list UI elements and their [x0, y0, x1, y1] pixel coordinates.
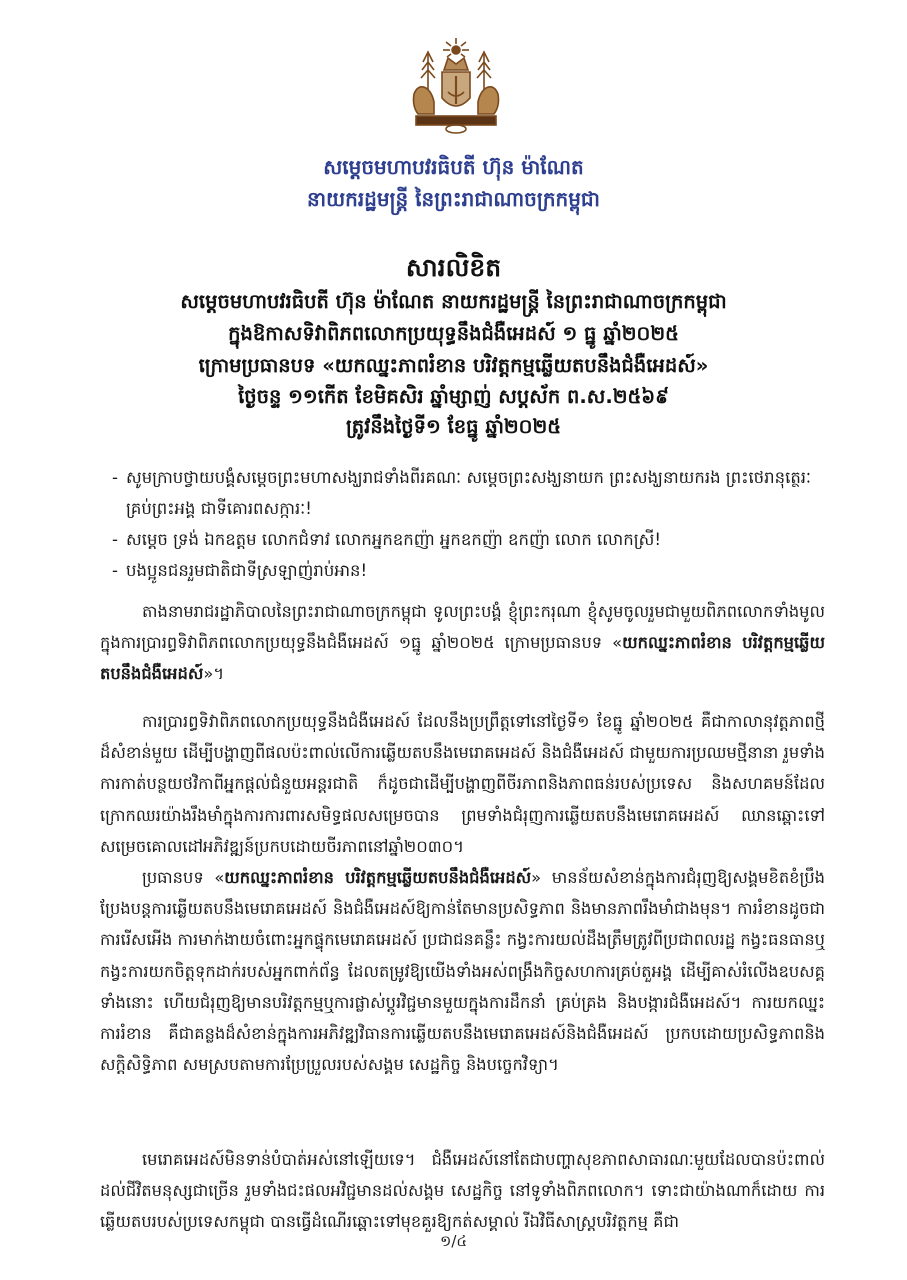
bullet-dash: - — [112, 530, 118, 549]
title-line-lunar-date: ថ្ងៃចន្ទ ១១កើត ខែមិគសិរ ឆ្នាំម្សាញ់ សប្តស័ក ព.ស.២៥៦៩ — [238, 385, 669, 408]
paragraph-2 — [100, 706, 825, 862]
page-number: ១/៤ — [439, 1232, 468, 1250]
greetings-list — [112, 462, 832, 586]
paragraph-text: ការប្រារព្ធទិវាពិភពលោកប្រយុទ្ធនឹងជំងឺអេដស៍ ដែលនឹងប្រព្រឹត្តទៅនៅថ្ងៃទី១ ខែធ្នូ ឆ្នាំ២០២៥ គឺជាកាលានុវត្តភាពថ្មីដ៏សំខាន់មួយ ដើម្បីបង្ហាញពីផលប៉ះពាល់លើការឆ្លើយតបនឹងមេរោគអេដស៍ និងជំងឺអេដស៍ ជាមួយការប្រឈមថ្មីនានា រួមទាំងការកាត់បន្ថយថវិកាពីអ្នកផ្តល់ជំនួយអន្តរជាតិ ក៏ដូចជាដើម្បីបង្ហាញពីចីរភាពនិងភាពធន់របស់ប្រទេស និងសហគមន៍ដែលក្រោកឈរយ៉ាងរឹងមាំក្នុងការការពារសមិទ្ធផលសម្រេចបាន ព្រមទាំងជំរុញការឆ្លើយតបនឹងមេរោគអេដស៍ ឈានឆ្ពោះទៅសម្រេចគោលដៅអភិវឌ្ឍន៍ប្រកបដោយចីរភាពនៅឆ្នាំ២០៣០។ — [100, 712, 825, 856]
greeting-item — [112, 555, 832, 586]
title-line-author: សម្តេចមហាបវរធិបតី ហ៊ុន ម៉ាណែត នាយករដ្ឋមន្ត្រី នៃព្រះរាជាណាចក្រកម្ពុជា — [180, 290, 727, 313]
bullet-dash: - — [112, 468, 118, 487]
title-line-date: ត្រូវនឹងថ្ងៃទី១ ខែធ្នូ ឆ្នាំ២០២៥ — [345, 415, 562, 438]
theme-bold: យកឈ្នះភាពរំខាន បរិវត្តកម្មឆ្លើយតបនឹងជំងឺអេដស៍ — [224, 868, 532, 887]
document-title: សារលិខិត — [405, 253, 502, 282]
theme-bold: យកឈ្នះភាពរំខាន បរិវត្តកម្មឆ្លើយតបនឹងជំងឺអេដស៍ — [100, 633, 825, 684]
sender-title: នាយករដ្ឋមន្ត្រី នៃព្រះរាជាណាចក្រកម្ពុជា — [307, 187, 600, 211]
greeting-text: សូមក្រាបថ្វាយបង្គំសម្តេចព្រះមហាសង្ឃរាជទាំងពីរគណៈ សម្តេចព្រះសង្ឃនាយក ព្រះសង្ឃនាយករង ព្រះថេរានុត្ថេរៈគ្រប់ព្រះអង្គ ជាទីគោរពសក្ការៈ! — [126, 468, 812, 518]
paragraph-text: ប្រធានបទ « — [142, 868, 225, 887]
greeting-text: សម្តេច ទ្រង់ ឯកឧត្តម លោកជំទាវ លោកអ្នកឧកញ៉ា អ្នកឧកញ៉ា ឧកញ៉ា លោក លោកស្រី! — [126, 530, 661, 549]
paragraph-3 — [100, 862, 825, 1080]
sender-name: សម្តេចមហាបវរធិបតី ហ៊ុន ម៉ាណែត — [323, 155, 584, 179]
paragraph-1 — [100, 596, 825, 690]
paragraph-text: តាងនាមរាជរដ្ឋាភិបាលនៃព្រះរាជាណាចក្រកម្ពុជា ទូលព្រះបង្គំ ខ្ញុំព្រះករុណា ខ្ញុំសូមចូលរួមជាមួយពិភពលោកទាំងមូល ក្នុងការប្រារព្ធទិវាពិភពលោកប្រយុទ្ធនឹងជំងឺអេដស៍ ១ធ្នូ ឆ្នាំ២០២៥ ក្រោមប្រធានបទ « — [100, 602, 825, 653]
greeting-text: បងប្អូនជនរួមជាតិជាទីស្រឡាញ់រាប់អាន! — [126, 561, 368, 580]
title-line-theme: ក្រោមប្រធានបទ «យកឈ្នះភាពរំខាន បរិវត្តកម្មឆ្លើយតបនឹងជំងឺអេដស៍» — [198, 354, 709, 377]
greeting-item — [112, 462, 832, 524]
paragraph-text: » មានន័យសំខាន់ក្នុងការជំរុញឱ្យសង្គមខិតខំប្រឹងប្រែងបន្តការឆ្លើយតបនឹងមេរោគអេដស៍ និងជំងឺអេដស៍ឱ្យកាន់តែមានប្រសិទ្ធភាព និងមានភាពរឹងមាំជាងមុន។ ការរំខានដូចជា ការរើសអើង ការមាក់ងាយចំពោះអ្នកផ្ទុកមេរោគអេដស៍ ប្រជាជនគន្លឹះ កង្វះការយល់ដឹងត្រឹមត្រូវពីប្រជាពលរដ្ឋ កង្វះធនធានឬកង្វះការយកចិត្តទុកដាក់របស់អ្នកពាក់ព័ន្ធ ដែលតម្រូវឱ្យយើងទាំងអស់ពង្រឹងកិច្ចសហការគ្រប់តួអង្គ ដើម្បីគាស់រំលើងឧបសគ្គទាំងនោះ ហើយជំរុញឱ្យមានបរិវត្តកម្មឬការផ្លាស់ប្តូរវិជ្ជមានមួយក្នុងការដឹកនាំ គ្រប់គ្រង និងបង្ការជំងឺអេដស៍។ ការយកឈ្នះការរំខាន គឺជាគន្លងដ៏សំខាន់ក្នុងការអភិវឌ្ឍវិធានការឆ្លើយតបនឹងមេរោគអេដស៍និងជំងឺអេដស៍ ប្រកបដោយប្រសិទ្ធភាពនិងសក្តិសិទ្ធិភាព សមស្របតាមការប្រែប្រួលរបស់សង្គម សេដ្ឋកិច្ច និងបច្ចេកវិទ្យា។ — [100, 868, 826, 1075]
royal-emblem-icon — [410, 36, 502, 136]
paragraph-text: មេរោគអេដស៍មិនទាន់បំបាត់អស់នៅឡើយទេ។ ជំងឺអេដស៍នៅតែជាបញ្ហាសុខភាពសាធារណៈមួយដែលបានប៉ះពាល់ដល់ជីវិតមនុស្សជាច្រើន រួមទាំងជះផលអវិជ្ជមានដល់សង្គម សេដ្ឋកិច្ច នៅទូទាំងពិភពលោក។ ទោះជាយ៉ាងណាក៏ដោយ ការឆ្លើយតបរបស់ប្រទេសកម្ពុជា បានធ្វើដំណើរឆ្ពោះទៅមុខគួរឱ្យកត់សម្គាល់ រីឯវិធីសាស្ត្របរិវត្តកម្ម គឺជា — [100, 1150, 825, 1232]
greeting-item — [112, 524, 832, 555]
paragraph-4 — [100, 1144, 825, 1238]
paragraph-text: »។ — [203, 664, 225, 684]
bullet-dash: - — [112, 561, 118, 580]
title-line-occasion: ក្នុងឱកាសទិវាពិភពលោកប្រយុទ្ធនឹងជំងឺអេដស៍ ១ ធ្នូ ឆ្នាំ២០២៥ — [228, 322, 679, 345]
